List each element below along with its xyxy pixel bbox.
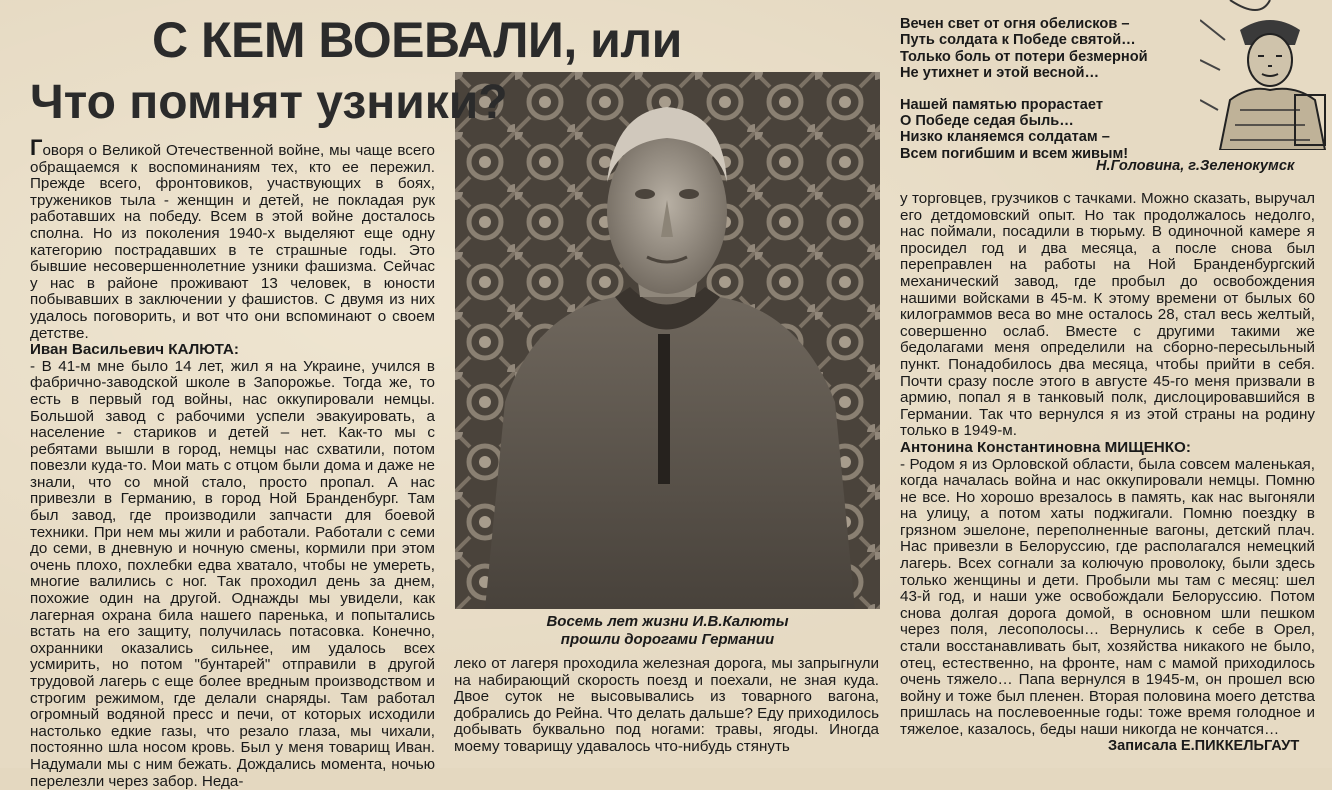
caption-line-1: Восемь лет жизни И.В.Калюты	[546, 613, 789, 630]
person2-name: Антонина Константиновна МИЩЕНКО:	[900, 438, 1191, 456]
photo-caption	[455, 613, 880, 649]
person1-text: - В 41-м мне было 14 лет, жил я на Украине, учился в фабрично-заводской школе в Запорожье. Тогда же, то есть в первый год войны, нас оккупировали немцы. Большой завод с рабочими успели эвакуировать, а население - стариков и детей – нет. Как-то мы с ребятами вышли в город, немцы нас схватили, потом повезли куда-то. Мои мать с отцом были дома и даже не знали, что со мной стало, просто пропал. А нас привезли в Германию, в город Ной Бранденбург. Там был завод, где производили запчасти для боевой техники. При нем мы жили и работали. Работали с семи до семи, в дневную и ночную смены, кормили при этом очень плохо, похлебки едва хватало, чтобы не умереть, многие валились с ног. Так проходил день за днем, похожие один на другой. Однажды мы увидели, как лагерная охрана била нашего паренька, и попытались встать на его защиту, получилась потасовка. Конечно, охранники оказались сильнее, им удалось всех усмирить, но потом "бунтарей" отправили в другой трудовой лагерь с еще более вредным производством и строгим режимом, где делали снаряды. Там работал огромный водяной пресс и печи, от которых исходили настолько едкие газы, что резало глаза, мы чихали, постоянно шла носом кровь. Был у меня товарищ Иван. Надумали мы с ним бежать. Дождались момента, ночью перелезли через забор. Неда-	[30, 357, 435, 790]
intro-paragraph	[30, 135, 435, 342]
poem-line: Низко кланяемся солдатам –	[900, 129, 1110, 146]
person2-text: - Родом я из Орловской области, была совсем маленькая, когда началась война и нас оккупировали немцы. Помню не все. Но хорошо врезалось в память, как нас выгоняли на улицу, а потом хаты поджигали. Помню поездку в грязном эшелоне, переполненные вагоны, детский плач. Нас привезли в Белоруссию, где располагался немецкий лагерь. Всех согнали за колючую проволоку, были здесь только женщины и дети. Пробыли мы там с месяц: шел 43-й год, и наши уже освобождали Белоруссию. Потом снова долгая дорога домой, в основном шли пешком через поля, лесополосы… Вернулись к себе в Орел, стали восстанавливать быт, хозяйства никакого не было, отец, естественно, на фронте, нам с мамой приходилось очень тяжело… Папа вернулся в 1945-м, он прошел всю войну и тоже был пленен. Вторая половина моего детства пришлась на послевоенные годы: тоже время голодное и тяжелое, казалось, беды наши никогда не кончатся…	[900, 455, 1315, 738]
caption-line-2: прошли дорогами Германии	[560, 631, 775, 648]
poem-stanza-gap	[900, 82, 1200, 97]
portrait-photo	[455, 72, 880, 609]
article-column-3	[900, 191, 1315, 739]
poem-line: Только боль от потери безмерной	[900, 48, 1148, 65]
soldier-illustration	[1200, 0, 1332, 150]
poem-line: Всем погибшим и всем живым!	[900, 145, 1129, 162]
byline: Записала Е.ПИККЕЛЬГАУТ	[1108, 738, 1300, 754]
poem-line: Путь солдата к Победе святой…	[900, 32, 1136, 49]
column2-text: леко от лагеря проходила железная дорога, мы запрыгнули на набирающий скорость поезд и поехали, не зная куда. Двое суток не высовывались из товарного вагона, добрались до Рейна. Что делать дальше? Еду приходилось добывать буквально под ногами: травы, ягоды. Иногда моему товарищу удавалось что-нибудь стянуть	[454, 655, 879, 755]
poem-author: Н.Головина, г.Зеленокумск	[1096, 158, 1295, 174]
article-column-1	[30, 135, 435, 790]
intro-text: оворя о Великой Отечественной войне, мы чаще всего обращаемся к воспоминаниям тех, кто ее пережил. Прежде всего, фронтовиков, участвующих в боях, тружеников тыла - женщин и детей, не покладая рук работавших на победу. Всем в этой войне досталось сполна. Но из поколения 1940-х выделяют еще одну категорию пострадавших в те страшные годы. Это бывшие несовершеннолетние узники фашизма. Сейчас у нас в районе проживают 13 человек, в юности побывавших в заключении у фашистов. С двумя из них удалось поговорить, и вот что они вспоминают о своем детстве.	[30, 142, 435, 342]
headline-line-2: Что помнят узники?	[30, 76, 508, 129]
article-column-2	[454, 656, 879, 756]
poem-line: О Победе седая быль…	[900, 113, 1074, 130]
dropcap: Г	[30, 135, 43, 160]
poem	[900, 16, 1200, 162]
poem-line: Нашей памятью прорастает	[900, 96, 1103, 113]
column3-text: у торговцев, грузчиков с тачками. Можно сказать, выручал его детдомовский опыт. Но так продолжалось недолго, нас поймали, посадили в тюрьму. В одиночной камере я просидел год и два месяца, а после снова был переправлен на работы на Ной Бранденбургский механический завод, где пробыл до освобождения нашими войсками в 45-м. К этому времени от былых 60 килограммов веса во мне осталось 28, стал весь желтый, совершенно ослаб. Вместе с другими такими же бедолагами меня определили на сборно-пересыльный пункт. Понадобилось два месяца, чтобы прийти в себя. Почти сразу после этого в августе 45-го меня призвали в армию, попал я в танковый полк, дислоцировавшийся в Германии. Так что вернулся я из этой страны на родину только в 1949-м.	[900, 190, 1315, 440]
poem-line: Вечен свет от огня обелисков –	[900, 16, 1130, 32]
person1-name: Иван Васильевич КАЛЮТА:	[30, 341, 239, 359]
headline-line-1: С КЕМ ВОЕВАЛИ, или	[152, 12, 682, 68]
poem-line: Не утихнет и этой весной…	[900, 65, 1100, 82]
